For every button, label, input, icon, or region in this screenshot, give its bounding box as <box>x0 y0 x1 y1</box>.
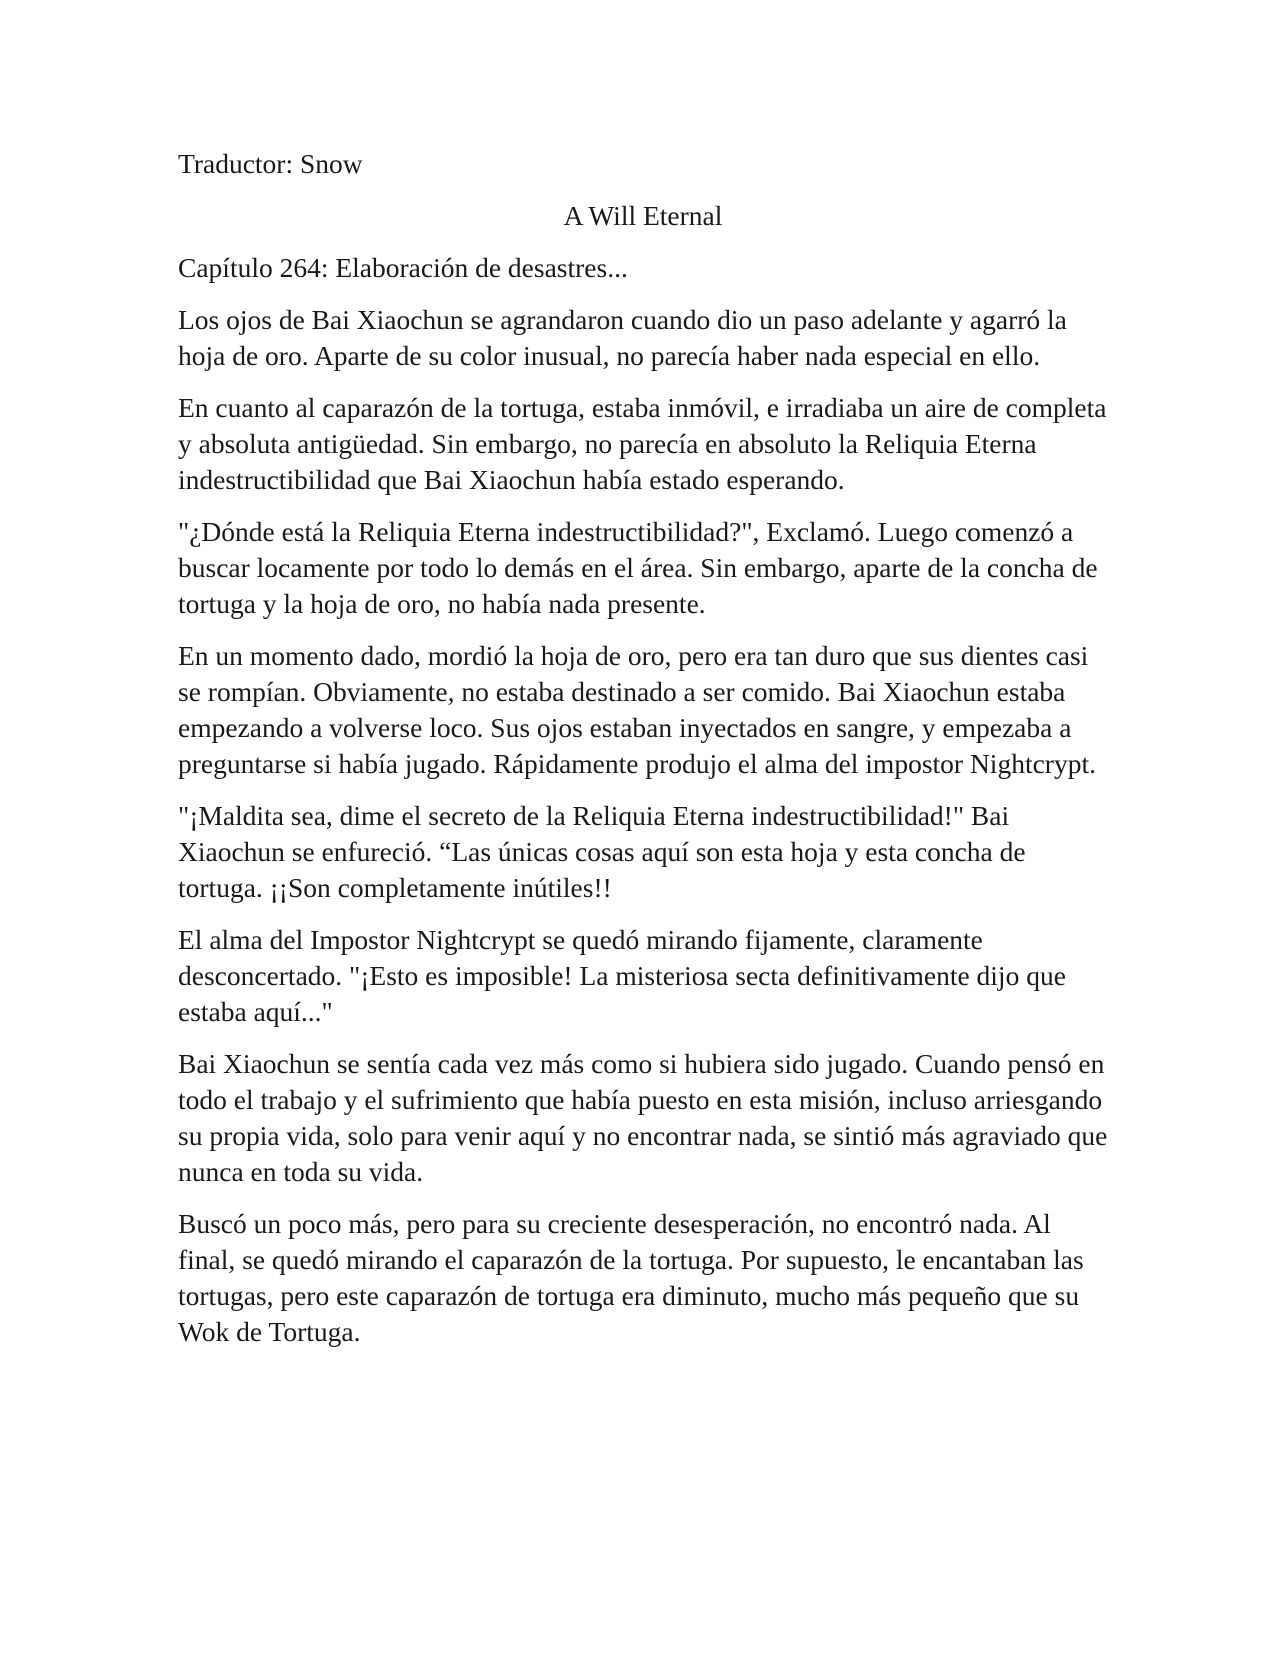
paragraph: "¿Dónde está la Reliquia Eterna indestructibilidad?", Exclamó. Luego comenzó a buscar locamente por todo lo demás en el área. Sin embargo, aparte de la concha de tortuga y la hoja de oro, no había nada presente. <box>178 516 1098 619</box>
paragraph: En cuanto al caparazón de la tortuga, estaba inmóvil, e irradiaba un aire de completa y absoluta antigüedad. Sin embargo, no parecía en absoluto la Reliquia Eterna indestructibilidad que Bai Xiaochun había estado esperando. <box>178 392 1107 495</box>
paragraph: Bai Xiaochun se sentía cada vez más como si hubiera sido jugado. Cuando pensó en todo el trabajo y el sufrimiento que había puesto en esta misión, incluso arriesgando su propia vida, solo para venir aquí y no encontrar nada, se sintió más agraviado que nunca en toda su vida. <box>178 1048 1108 1187</box>
chapter-heading: Capítulo 264: Elaboración de desastres... <box>178 252 628 283</box>
paragraph: En un momento dado, mordió la hoja de oro, pero era tan duro que sus dientes casi se rompían. Obviamente, no estaba destinado a ser comido. Bai Xiaochun estaba empezando a volverse loco. Sus ojos estaban inyectados en sangre, y empezaba a preguntarse si había jugado. Rápidamente produjo el alma del impostor Nightcrypt. <box>178 640 1096 779</box>
paragraph: Buscó un poco más, pero para su creciente desesperación, no encontró nada. Al final, se quedó mirando el caparazón de la tortuga. Por supuesto, le encantaban las tortugas, pero este caparazón de tortuga era diminuto, mucho más pequeño que su Wok de Tortuga. <box>178 1208 1084 1347</box>
paragraph: El alma del Impostor Nightcrypt se quedó mirando fijamente, claramente desconcertado. "¡Esto es imposible! La misteriosa secta definitivamente dijo que estaba aquí..." <box>178 924 1066 1027</box>
document-title: A Will Eternal <box>563 200 723 231</box>
paragraph: Los ojos de Bai Xiaochun se agrandaron cuando dio un paso adelante y agarró la hoja de oro. Aparte de su color inusual, no parecía haber nada especial en ello. <box>178 304 1067 371</box>
document-body <box>178 146 1108 1366</box>
paragraph: "¡Maldita sea, dime el secreto de la Reliquia Eterna indestructibilidad!" Bai Xiaochun se enfureció. “Las únicas cosas aquí son esta hoja y esta concha de tortuga. ¡¡Son completamente inútiles!! <box>178 800 1026 903</box>
translator-line: Traductor: Snow <box>178 148 363 179</box>
